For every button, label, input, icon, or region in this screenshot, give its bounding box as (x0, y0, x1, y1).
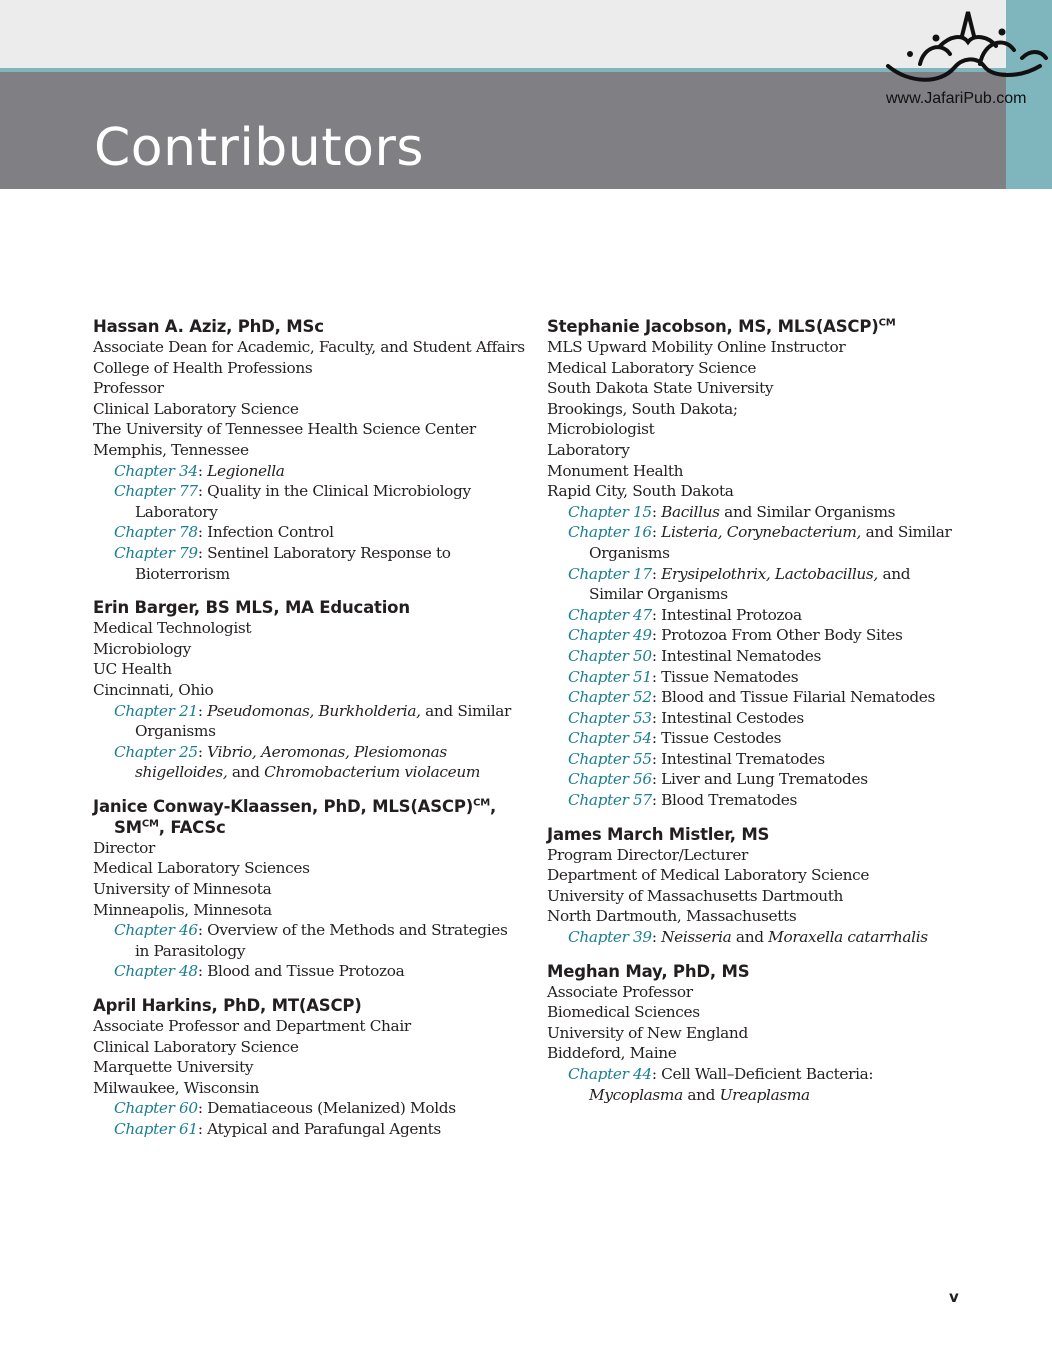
affiliation-line: Director (93, 838, 155, 857)
publisher-logo (880, 6, 1050, 114)
chapter-number: Chapter 50 (568, 646, 652, 665)
chapter-title: Chromobacterium violaceum (264, 763, 480, 782)
chapter-separator: : (197, 1099, 208, 1118)
chapter-separator: : (651, 1065, 662, 1083)
contributor-entry (93, 316, 523, 584)
chapter-separator: : (651, 646, 662, 665)
chapter-title: Blood and Tissue Filarial Nematodes (661, 688, 935, 707)
affiliation-line: Medical Laboratory Science (547, 358, 757, 377)
chapter-title: Intestinal Trematodes (661, 749, 825, 768)
contributor-name (547, 961, 967, 982)
credential-superscript: CM (878, 317, 896, 329)
chapter-entry (547, 605, 967, 626)
affiliation-line: Cincinnati, Ohio (93, 680, 214, 699)
affiliation-line: Medical Technologist (93, 619, 252, 638)
name-text: Erin Barger, BS MLS, MA Education (93, 598, 410, 618)
chapter-title: and (227, 763, 265, 782)
chapter-separator: : (651, 749, 662, 768)
affiliation-line: Associate Professor and Department Chair (93, 1017, 411, 1036)
chapter-entry (93, 543, 523, 584)
name-indent (93, 818, 114, 837)
affiliation-line: Department of Medical Laboratory Science (547, 866, 870, 885)
name-text: , FACSc (158, 817, 226, 837)
chapter-entry (93, 742, 523, 783)
chapter-entry (93, 461, 523, 482)
chapter-entry (547, 1064, 967, 1105)
name-text: SM (114, 817, 142, 837)
chapter-entry (547, 687, 967, 708)
name-text: Stephanie Jacobson, MS, MLS(ASCP) (547, 317, 879, 336)
affiliation-line: Clinical Laboratory Science (93, 1037, 299, 1056)
affiliation-line: Rapid City, South Dakota (547, 482, 734, 501)
chapter-title: Neisseria (661, 928, 732, 947)
chapter-number: Chapter 49 (568, 626, 652, 645)
name-text: James March Mistler, MS (547, 824, 770, 844)
chapter-separator: : (651, 729, 662, 748)
chapter-title: Atypical and Parafungal Agents (207, 1120, 441, 1138)
name-text: Hassan A. Aziz, PhD, MSc (93, 317, 324, 336)
affiliation-line: Milwaukee, Wisconsin (93, 1078, 260, 1097)
chapter-title: and Similar Organisms (589, 523, 952, 562)
chapter-title: and Similar Organisms (719, 502, 896, 521)
chapter-title: and (731, 928, 769, 947)
chapter-title: Liver and Lung Trematodes (661, 770, 868, 789)
contributor-name (93, 597, 523, 618)
contributor-entry (93, 597, 523, 783)
chapter-separator: : (197, 962, 208, 981)
affiliation-line: Marquette University (93, 1058, 254, 1077)
chapter-title: Moraxella catarrhalis (768, 928, 928, 947)
affiliation-line: Professor (93, 379, 164, 398)
chapter-title: Mycoplasma (589, 1085, 683, 1104)
affiliation-line: Microbiologist (547, 420, 655, 439)
chapter-separator: : (651, 605, 662, 624)
contributor-name (93, 995, 523, 1016)
contributor-name (547, 824, 967, 845)
chapter-separator: : (651, 928, 662, 947)
chapter-title: Vibrio, Aeromonas, Plesiomonas shigelloides, (135, 742, 447, 782)
chapter-separator: : (651, 523, 662, 542)
chapter-number: Chapter 60 (114, 1099, 198, 1118)
contributor-entry (547, 316, 967, 811)
chapter-separator: : (197, 461, 208, 480)
affiliation-line: Associate Dean for Academic, Faculty, and Student Affairs (93, 338, 525, 356)
chapter-title: and Similar Organisms (135, 701, 511, 741)
chapter-entry (93, 701, 523, 742)
contributor-entry (93, 796, 523, 982)
chapter-title: Overview of the Methods and Strategies in Parasitology (135, 921, 508, 960)
affiliation-line: University of New England (547, 1023, 748, 1042)
chapter-separator: : (651, 770, 662, 789)
affiliation-line: Program Director/Lecturer (547, 845, 749, 864)
chapter-separator: : (197, 742, 208, 761)
affiliation-line: Clinical Laboratory Science (93, 399, 299, 418)
chapter-title: Cell Wall–Deficient Bacteria: (661, 1065, 874, 1083)
chapter-entry (93, 920, 523, 961)
chapter-separator: : (651, 626, 662, 645)
name-text: , (489, 796, 497, 816)
chapter-separator: : (651, 564, 662, 583)
chapter-title: Blood Trematodes (661, 791, 797, 810)
chapter-title: and (682, 1085, 720, 1104)
page-title: Contributors (94, 118, 424, 178)
chapter-title: Pseudomonas, Burkholderia, (207, 701, 421, 720)
chapter-separator: : (651, 688, 662, 707)
chapter-number: Chapter 55 (568, 749, 652, 768)
chapter-number: Chapter 17 (568, 564, 652, 583)
contributor-entry (547, 961, 967, 1106)
contributor-name (547, 316, 967, 337)
chapter-title: Intestinal Protozoa (661, 605, 802, 624)
chapter-separator: : (197, 1120, 208, 1138)
chapter-number: Chapter 53 (568, 708, 652, 727)
chapter-title: Dematiaceous (Melanized) Molds (207, 1099, 456, 1118)
chapter-title: Ureaplasma (719, 1085, 810, 1104)
chapter-number: Chapter 52 (568, 688, 652, 707)
chapter-separator: : (197, 543, 208, 562)
chapter-entry (547, 625, 967, 646)
contributor-entry (547, 824, 967, 948)
chapter-title: Bacillus (661, 502, 720, 521)
name-text: Janice Conway-Klaassen, PhD, MLS(ASCP) (93, 796, 474, 816)
affiliation-line: South Dakota State University (547, 379, 774, 398)
affiliation-line: Medical Laboratory Sciences (93, 859, 310, 878)
chapter-title: Intestinal Cestodes (661, 708, 804, 727)
affiliation-line: Laboratory (547, 440, 630, 459)
name-text: April Harkins, PhD, MT(ASCP) (93, 996, 362, 1016)
chapter-entry (547, 749, 967, 770)
chapter-entry (547, 927, 967, 948)
name-text: Meghan May, PhD, MS (547, 961, 750, 981)
chapter-number: Chapter 61 (114, 1120, 198, 1138)
chapter-entry (93, 481, 523, 522)
affiliation-line: UC Health (93, 660, 172, 679)
chapter-separator: : (651, 791, 662, 810)
affiliation-line: Microbiology (93, 639, 191, 658)
chapter-title: Intestinal Nematodes (661, 646, 821, 665)
publisher-url: www.JafariPub.com (886, 90, 1027, 107)
chapter-number: Chapter 25 (114, 742, 198, 761)
chapter-number: Chapter 39 (568, 928, 652, 947)
affiliation-line: MLS Upward Mobility Online Instructor (547, 338, 846, 356)
chapter-separator: : (651, 708, 662, 727)
chapter-entry (547, 708, 967, 729)
chapter-number: Chapter 79 (114, 543, 198, 562)
chapter-title: Quality in the Clinical Microbiology Laboratory (135, 482, 471, 521)
chapter-title: Erysipelothrix, Lactobacillus, (661, 564, 878, 583)
chapter-separator: : (197, 482, 208, 501)
chapter-separator: : (651, 502, 662, 521)
chapter-number: Chapter 56 (568, 770, 652, 789)
contributor-name (93, 316, 523, 337)
chapter-number: Chapter 57 (568, 791, 652, 810)
contributors-column-right (547, 316, 967, 1118)
chapter-entry (93, 1098, 523, 1119)
affiliation-line: Biddeford, Maine (547, 1044, 677, 1063)
contributors-column-left (93, 316, 523, 1153)
chapter-entry (547, 728, 967, 749)
chapter-number: Chapter 34 (114, 461, 198, 480)
chapter-title: Infection Control (207, 523, 334, 542)
chapter-title: Tissue Nematodes (661, 667, 799, 686)
affiliation-line: Associate Professor (547, 982, 693, 1001)
chapter-number: Chapter 77 (114, 482, 198, 501)
chapter-entry (93, 522, 523, 543)
credential-superscript: CM (141, 818, 159, 830)
chapter-entry (547, 564, 967, 605)
chapter-number: Chapter 46 (114, 921, 198, 940)
affiliation-line: The University of Tennessee Health Science Center (93, 420, 476, 439)
affiliation-line: College of Health Professions (93, 358, 313, 377)
chapter-number: Chapter 15 (568, 502, 652, 521)
chapter-title: Protozoa From Other Body Sites (661, 626, 903, 645)
credential-superscript: CM (473, 797, 490, 809)
chapter-title: Tissue Cestodes (661, 729, 782, 748)
chapter-title: and Similar Organisms (589, 564, 911, 604)
contributor-name (93, 796, 523, 838)
chapter-number: Chapter 78 (114, 523, 198, 542)
affiliation-line: Monument Health (547, 461, 684, 480)
chapter-separator: : (197, 523, 208, 542)
chapter-title: Listeria, Corynebacterium, (661, 523, 862, 542)
affiliation-line: Brookings, South Dakota; (547, 399, 738, 418)
affiliation-line: Memphis, Tennessee (93, 440, 249, 459)
affiliation-line: University of Massachusetts Dartmouth (547, 886, 844, 905)
page-number: v (949, 1288, 959, 1306)
calligraphy-logo-icon (880, 6, 1050, 92)
chapter-title: Blood and Tissue Protozoa (207, 962, 405, 981)
chapter-entry (547, 502, 967, 523)
chapter-entry (547, 522, 967, 563)
chapter-entry (547, 769, 967, 790)
chapter-entry (93, 1119, 523, 1140)
chapter-title: Legionella (207, 461, 285, 480)
chapter-entry (547, 646, 967, 667)
chapter-entry (547, 667, 967, 688)
affiliation-line: Minneapolis, Minnesota (93, 900, 272, 919)
chapter-number: Chapter 47 (568, 605, 652, 624)
chapter-entry (547, 790, 967, 811)
affiliation-line: North Dartmouth, Massachusetts (547, 907, 797, 926)
affiliation-line: University of Minnesota (93, 880, 272, 899)
chapter-number: Chapter 54 (568, 729, 652, 748)
chapter-title: Sentinel Laboratory Response to Bioterrorism (135, 543, 451, 583)
chapter-number: Chapter 44 (568, 1065, 652, 1083)
affiliation-line: Biomedical Sciences (547, 1003, 700, 1022)
chapter-number: Chapter 16 (568, 523, 652, 542)
chapter-entry (93, 961, 523, 982)
chapter-separator: : (197, 921, 208, 940)
chapter-separator: : (651, 667, 662, 686)
chapter-number: Chapter 48 (114, 962, 198, 981)
contributor-entry (93, 995, 523, 1140)
chapter-number: Chapter 51 (568, 667, 652, 686)
chapter-number: Chapter 21 (114, 701, 198, 720)
chapter-separator: : (197, 701, 208, 720)
